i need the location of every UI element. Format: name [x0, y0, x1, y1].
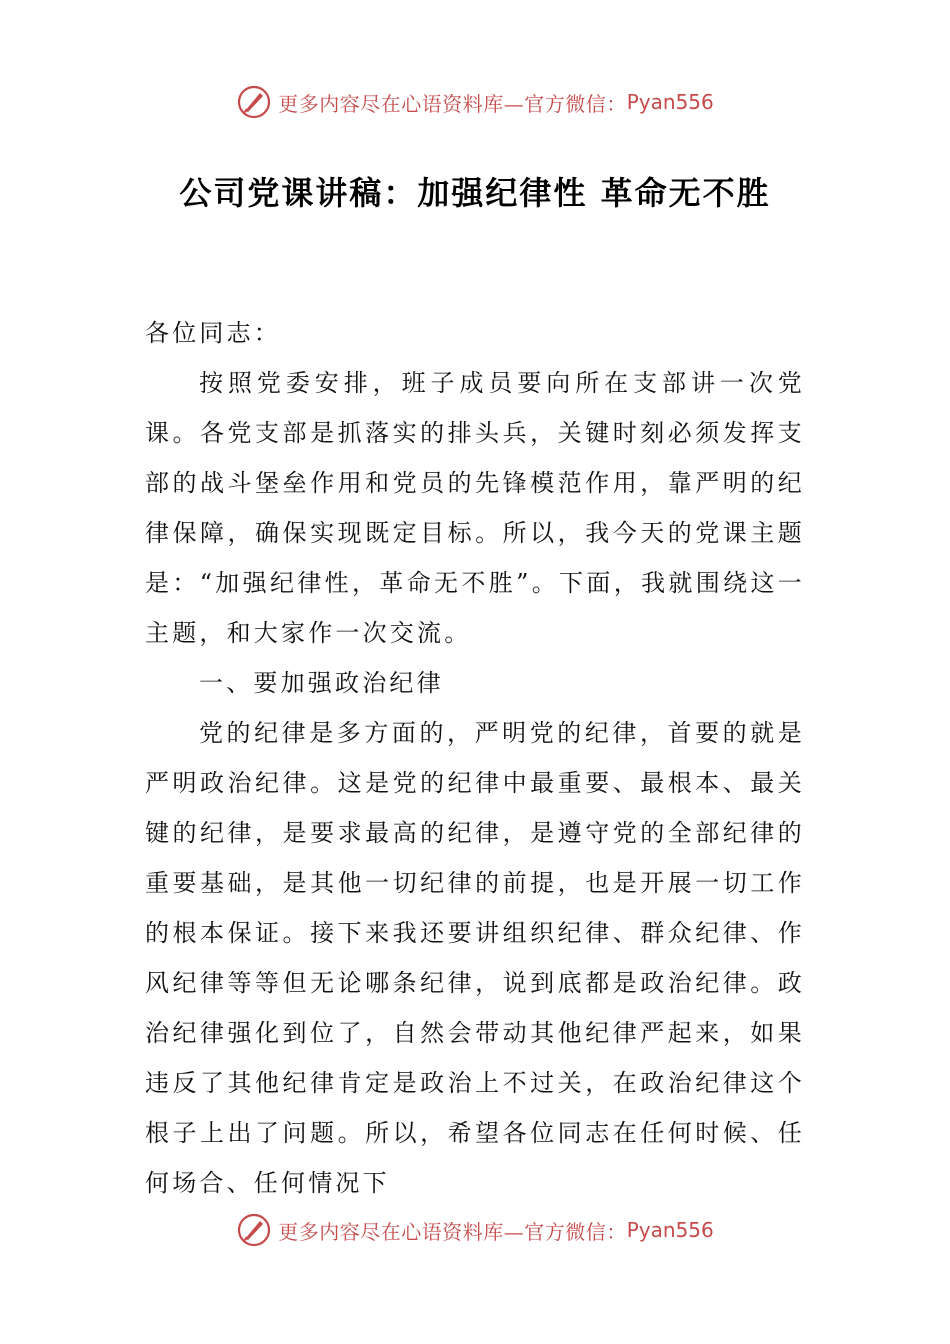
- banner-text: 更多内容尽在心语资料库—官方微信：: [278, 91, 627, 116]
- banner-wechat-id: Pyan556: [626, 1218, 714, 1242]
- document-body: [145, 308, 805, 1208]
- paragraph-political-discipline: 党的纪律是多方面的，严明党的纪律，首要的就是严明政治纪律。这是党的纪律中最重要、最根本、最关键的纪律，是要求最高的纪律，是遵守党的全部纪律的重要基础，是其他一切纪律的前提，也是开展一切工作的根本保证。接下来我还要讲组织纪律、群众纪律、作风纪律等等但无论哪条纪律，说到底都是政治纪律。政治纪律强化到位了，自然会带动其他纪律严起来，如果违反了其他纪律肯定是政治上不过关，在政治纪律这个根子上出了问题。所以，希望各位同志在任何时候、任何场合、任何情况下: [145, 719, 805, 1197]
- quill-pen-logo-icon: [236, 1212, 272, 1248]
- greeting: 各位同志：: [145, 319, 281, 347]
- banner-text: 更多内容尽在心语资料库—官方微信：: [278, 1219, 627, 1244]
- section-heading: 一、要加强政治纪律: [199, 669, 444, 697]
- banner-wechat-id: Pyan556: [626, 90, 714, 114]
- document-title: 公司党课讲稿：加强纪律性 革命无不胜: [179, 174, 771, 212]
- quill-pen-logo-icon: [236, 84, 272, 120]
- header-banner: [0, 80, 950, 124]
- footer-banner: [0, 1208, 950, 1252]
- paragraph-intro: 按照党委安排，班子成员要向所在支部讲一次党课。各党支部是抓落实的排头兵，关键时刻必须发挥支部的战斗堡垒作用和党员的先锋模范作用，靠严明的纪律保障，确保实现既定目标。所以，我今天的党课主题是：“加强纪律性，革命无不胜”。下面，我就围绕这一主题，和大家作一次交流。: [145, 369, 805, 647]
